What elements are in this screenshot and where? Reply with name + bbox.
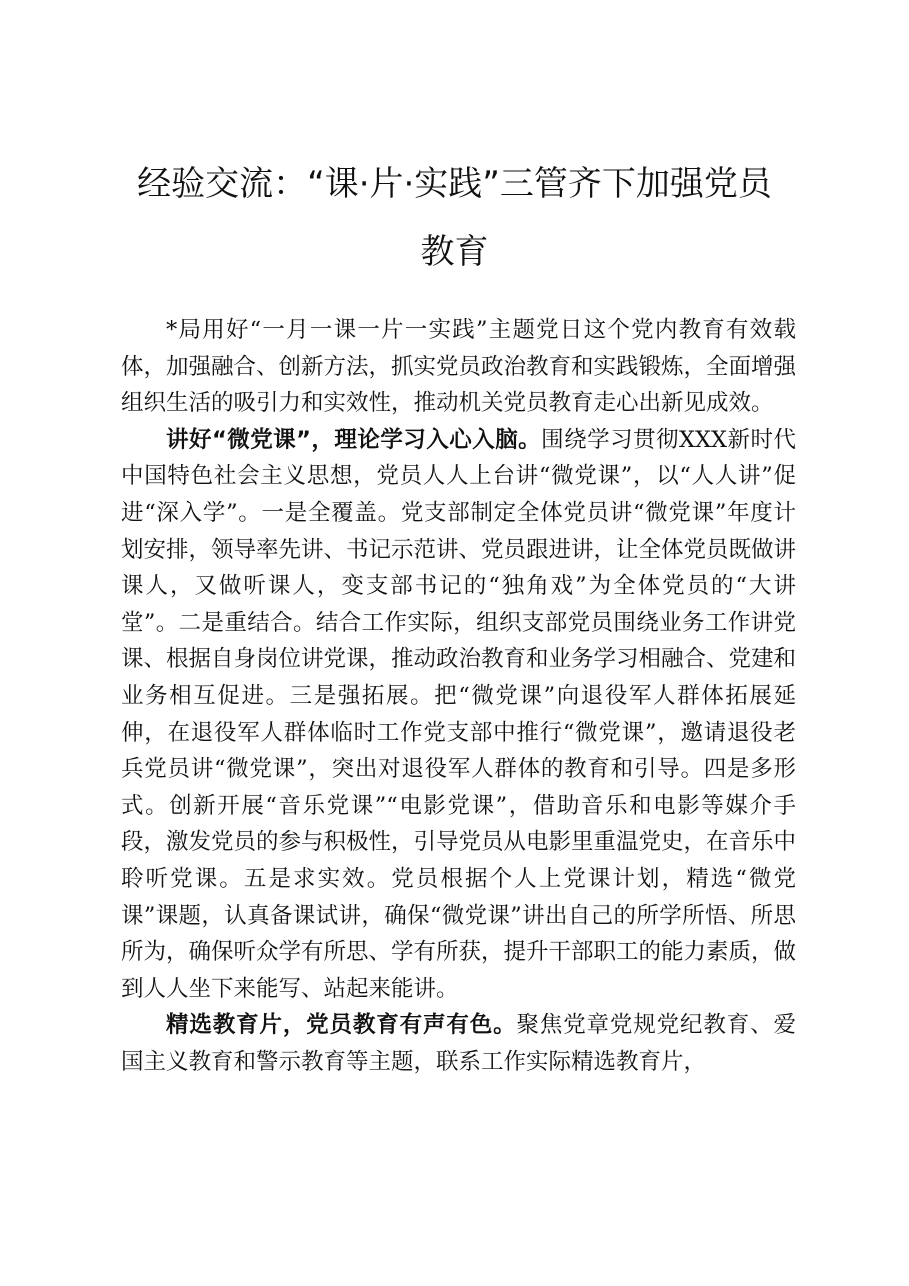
paragraph-text: *局用好“一月一课一片一实践”主题党日这个党内教育有效载体，加强融合、创新方法，抓实党员政治教育和实践锻炼，全面增强组织生活的吸引力和实效性，推动机关党员教育走心出新见成效。 [121, 317, 797, 417]
paragraph-education-film [121, 1007, 796, 1080]
paragraph-lead: 精选教育片，党员教育有声有色。 [166, 1012, 517, 1039]
paragraph-text: 聚焦党章党规党纪教育、爱国主义教育和警示教育等主题，联系工作实际精选教育片， [121, 1012, 796, 1075]
title-line-1: 经验交流：“课·片·实践”三管齐下加强党员 [137, 164, 772, 204]
paragraph-intro [121, 312, 796, 422]
title-line-2: 教育 [420, 232, 489, 272]
paragraph-micro-lecture [121, 422, 796, 1008]
paragraph-text: 围绕学习贯彻XXX新时代中国特色社会主义思想，党员人人上台讲“微党课”，以“人人讲”促进“深入学”。一是全覆盖。党支部制定全体党员讲“微党课”年度计划安排，领导率先讲、书记示范讲、党员跟进讲，让全体党员既做讲课人，又做听课人，变支部书记的“独角戏”为全体党员的“大讲堂”。二是重结合。结合工作实际，组织支部党员围绕业务工作讲党课、根据自身岗位讲党课，推动政治教育和业务学习相融合、党建和业务相互促进。三是强拓展。把“微党课”向退役军人群体拓展延伸，在退役军人群体临时工作党支部中推行“微党课”，邀请退役老兵党员讲“微党课”，突出对退役军人群体的教育和引导。四是多形式。创新开展“音乐党课”“电影党课”，借助音乐和电影等媒介手段，激发党员的参与积极性，引导党员从电影里重温党史，在音乐中聆听党课。五是求实效。党员根据个人上党课计划，精选“微党课”课题，认真备课试讲，确保“微党课”讲出自己的所学所悟、所思所为，确保听众学有所思、学有所获，提升干部职工的能力素质，做到人人坐下来能写、站起来能讲。 [121, 426, 797, 1002]
paragraph-lead: 讲好“微党课”，理论学习入心入脑。 [166, 426, 542, 453]
document-body [121, 312, 796, 1080]
document-title [100, 150, 809, 286]
